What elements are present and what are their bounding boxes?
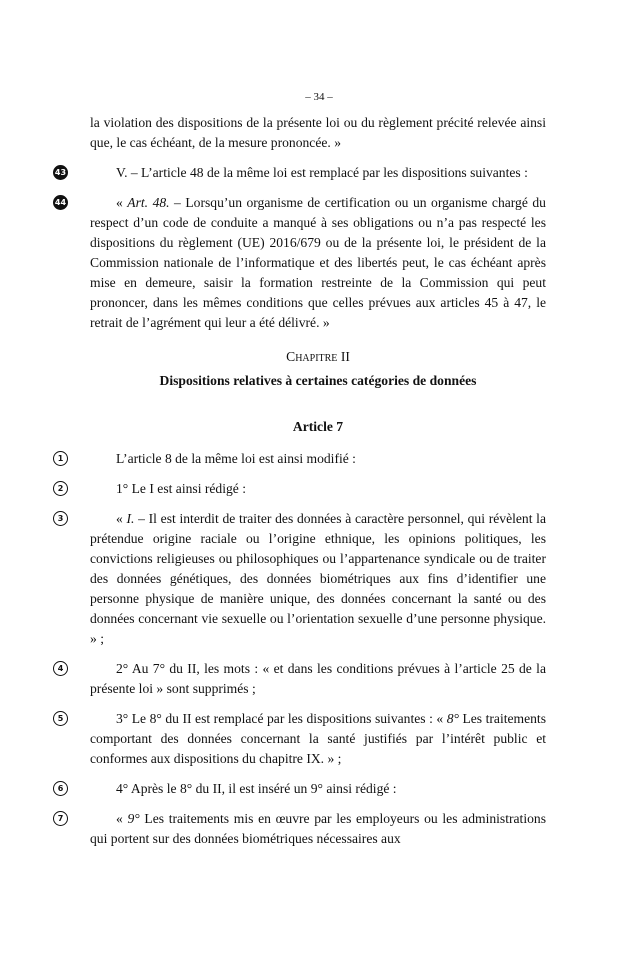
paragraph-lead: « — [116, 195, 128, 210]
paragraph-marker-2: 2 — [53, 481, 68, 496]
paragraph-marker-1: 1 — [53, 451, 68, 466]
paragraph-lead: « — [116, 511, 127, 526]
paragraph-text: Les traitements comportant des données concernant la santé justifiés par l’intérêt public et conformes aux dispositions du chapitre IX. » ; — [90, 711, 546, 766]
item-reference: 9° — [127, 811, 140, 826]
article-reference: Art. 48. — [127, 195, 170, 210]
paragraph-1 — [57, 449, 546, 469]
paragraph-44 — [54, 193, 546, 333]
chapter-label: Chapitre — [286, 349, 338, 364]
paragraph-4 — [57, 659, 546, 699]
paragraph-lead: 3° Le 8° du II est remplacé par les dispositions suivantes : « — [116, 711, 447, 726]
paragraph-marker-4: 4 — [53, 661, 68, 676]
paragraph-43 — [54, 163, 546, 183]
paragraph-text: – Lorsqu’un organisme de certification ou un organisme chargé du respect d’un code de conduite a manqué à ses obligations ou n’a pas respecté les dispositions du règlement (UE) 2016/679 ou de la présente loi, le président de la Commission nationale de l’informatique et des libertés peut, le cas échéant après mise en demeure, saisir la formation restreinte de la Commission qui peut prononcer, dans les mêmes conditions que celles prévues aux articles 45 à 47, le retrait de l’agrément qui leur a été délivré. » — [90, 195, 546, 330]
paragraph-text: 2° Au 7° du II, les mots : « et dans les conditions prévues à l’article 25 de la présente loi » sont supprimés ; — [90, 661, 546, 696]
paragraph-marker-3: 3 — [53, 511, 68, 526]
paragraph-3 — [57, 509, 546, 649]
paragraph-text: V. – L’article 48 de la même loi est remplacé par les dispositions suivantes : — [116, 165, 528, 180]
item-reference: 8° — [446, 711, 459, 726]
chapter-number: II — [337, 349, 350, 364]
paragraph-6 — [57, 779, 546, 799]
paragraph-lead: « — [116, 811, 128, 826]
paragraph-text: Les traitements mis en œuvre par les employeurs ou les administrations qui portent sur des données biométriques nécessaires aux — [90, 811, 546, 846]
section-reference: I. — [126, 511, 135, 526]
paragraph-2 — [57, 479, 546, 499]
article-title: Article 7 — [292, 419, 344, 434]
paragraph-marker-43: 43 — [53, 165, 68, 180]
document-body — [54, 113, 546, 859]
paragraph-5 — [57, 709, 546, 769]
paragraph-text: la violation des dispositions de la présente loi ou du règlement précité relevée ainsi que, le cas échéant, de la mesure prononcée. » — [90, 115, 546, 150]
paragraph-text: 1° Le I est ainsi rédigé : — [116, 481, 247, 496]
paragraph-7 — [57, 809, 546, 849]
paragraph-text: – Il est interdit de traiter des données à caractère personnel, qui révèlent la prétendue origine raciale ou l’origine ethnique, les opinions politiques, les convictions religieuses ou philosophiques ou l’appartenance syndicale ou de traiter des données génétiques, des données biométriques aux fins d’identifier une personne physique de manière unique, des données concernant la santé ou des données concernant vie sexuelle ou l’orientation sexuelle d’une personne physique. » ; — [90, 511, 546, 646]
paragraph-text: 4° Après le 8° du II, il est inséré un 9° ainsi rédigé : — [116, 781, 397, 796]
paragraph-marker-7: 7 — [53, 811, 68, 826]
chapter-heading — [90, 347, 546, 367]
chapter-title: Dispositions relatives à certaines catégories de données — [159, 373, 477, 388]
page-number: – 34 – — [305, 91, 333, 103]
paragraph-marker-5: 5 — [53, 711, 68, 726]
paragraph-marker-44: 44 — [53, 195, 68, 210]
paragraph-marker-6: 6 — [53, 781, 68, 796]
paragraph-text: L’article 8 de la même loi est ainsi modifié : — [116, 451, 356, 466]
paragraph-continuation — [90, 113, 546, 153]
